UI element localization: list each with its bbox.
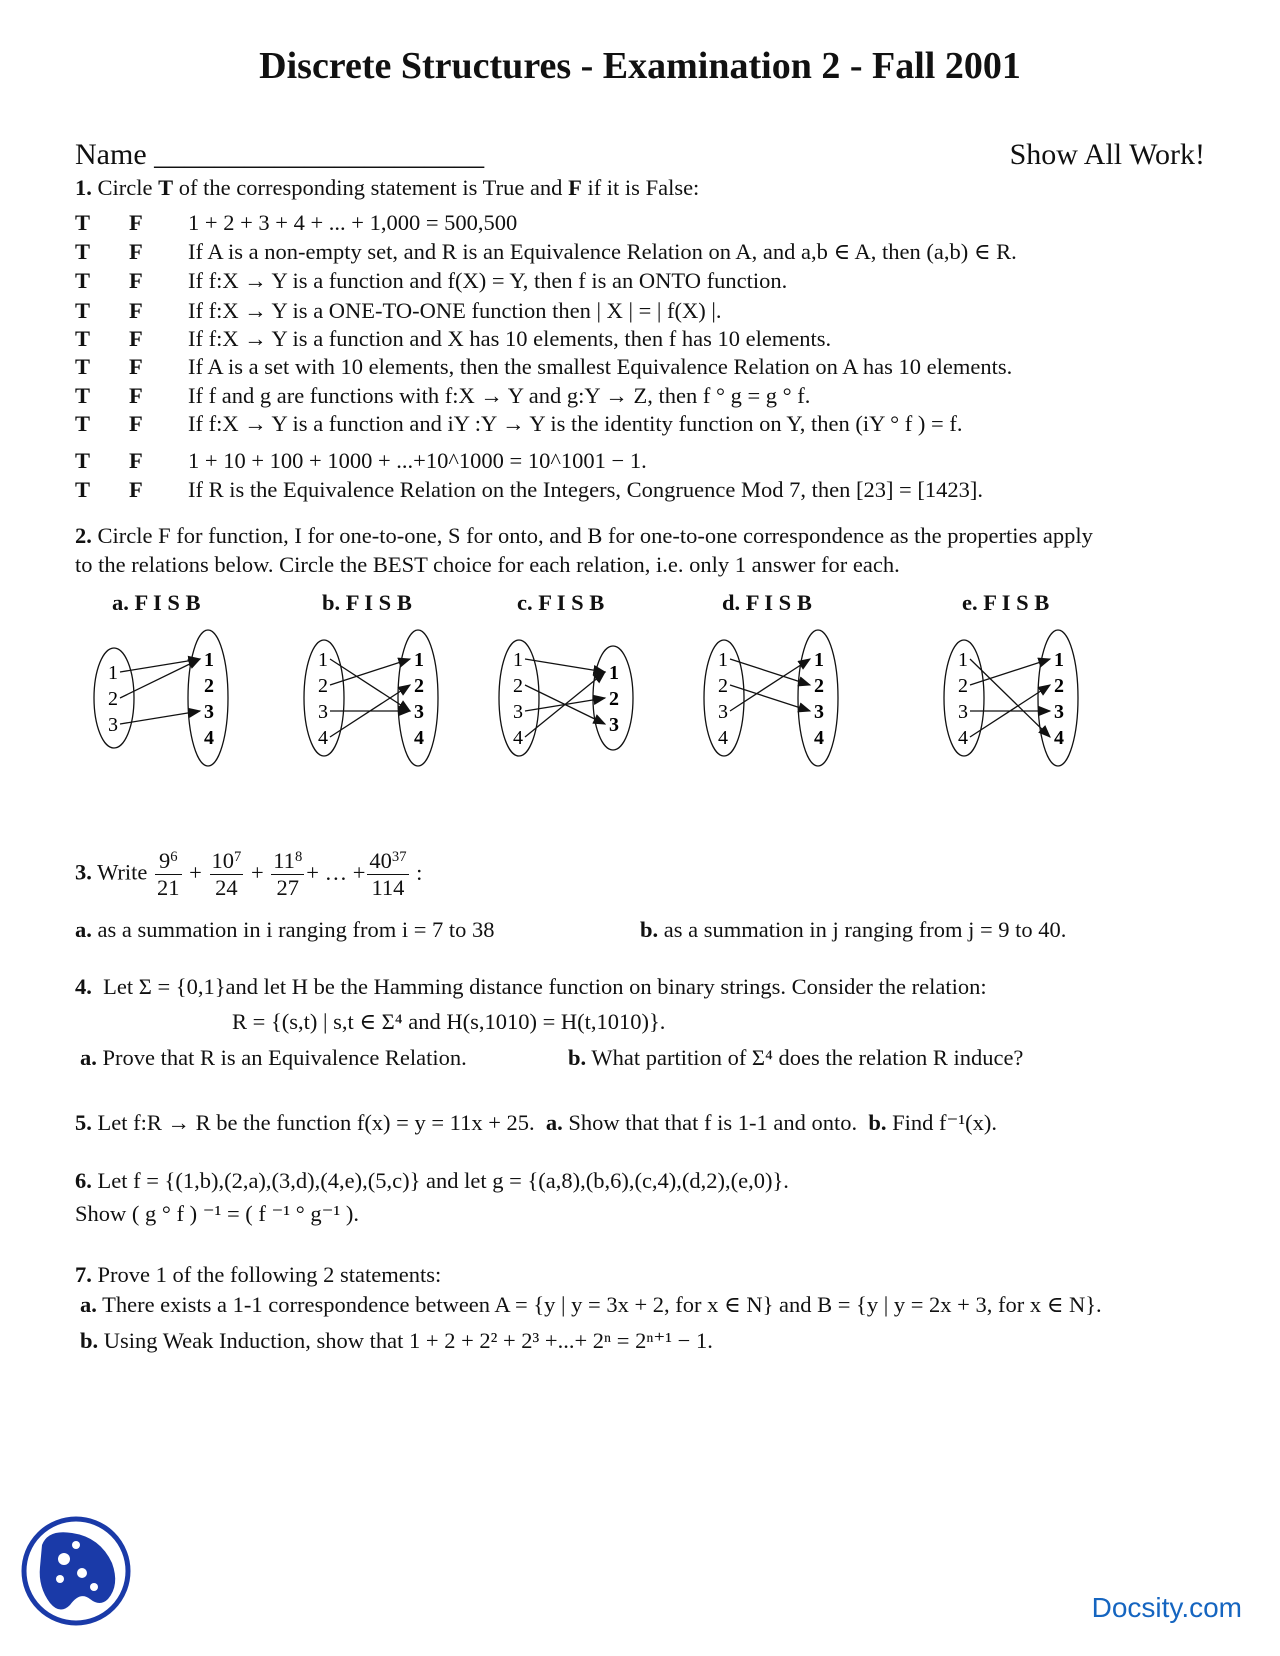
q4-part-a: a. Prove that R is an Equivalence Relation. [80,1045,467,1070]
true-choice[interactable]: T [75,477,91,502]
mapping-diagram [700,628,860,788]
q6-text: 6. Let f = {(1,b),(2,a),(3,d),(4,e),(5,c)} and let g = {(a,8),(b,6),(c,4),(d,2),(e,0)}. Show ( g ° f ) ⁻¹ = ( f ⁻¹ ° g⁻¹ ). [75,1168,789,1226]
codomain-element: 2 [204,675,214,697]
false-choice[interactable]: F [129,268,143,293]
codomain-element: 2 [814,675,824,697]
docsity-watermark: Docsity.com [1091,1592,1242,1623]
domain-element: 1 [718,649,728,671]
true-choice[interactable]: T [75,354,91,379]
series-ellipsis: + … + [306,859,366,885]
false-choice[interactable]: F [129,383,143,408]
codomain-element: 3 [204,701,214,723]
show-work-note: Show All Work! [1009,138,1205,171]
domain-element: 3 [108,714,118,736]
codomain-element: 4 [414,727,424,749]
q7-intro: 7. Prove 1 of the following 2 statements: [75,1262,442,1287]
statement-text: If f:X → Y is a function and iY :Y → Y is the identity function on Y, then (iY ° f ) = f. [188,411,963,436]
codomain-element: 3 [1054,701,1064,723]
false-choice[interactable]: F [129,210,143,235]
name-row [75,138,1205,172]
domain-element: 2 [318,675,328,697]
codomain-element: 4 [1054,727,1064,749]
mapping-diagram [495,628,655,788]
mapping-diagram [940,628,1100,788]
codomain-element: 1 [204,649,214,671]
true-choice[interactable]: T [75,448,91,473]
codomain-element: 1 [609,662,619,684]
q7-part-a: a. There exists a 1-1 correspondence between A = {y | y = 3x + 2, for x ∈ N} and B = {y | y = 2x + 3, for x ∈ N}. [80,1292,1102,1317]
domain-element: 3 [718,701,728,723]
true-choice[interactable]: T [75,383,91,408]
codomain-element: 4 [204,727,214,749]
statement-text: 1 + 2 + 3 + 4 + ... + 1,000 = 500,500 [188,210,518,235]
page-title: Discrete Structures - Examination 2 - Fall 2001 [259,45,1021,87]
diagram-choice-label[interactable]: b. F I S B [322,590,412,615]
domain-element: 2 [108,688,118,710]
series-term: $\frac{10^7}{24}$ [211,848,242,900]
false-choice[interactable]: F [129,326,143,351]
statement-text: If f:X → Y is a function and X has 10 elements, then f has 10 elements. [188,326,832,351]
codomain-element: 2 [414,675,424,697]
diagram-choice-label[interactable]: c. F I S B [517,590,605,615]
domain-element: 1 [513,649,523,671]
statement-text: If f:X → Y is a ONE-TO-ONE function then | X | = | f(X) |. [188,298,722,323]
domain-element: 2 [718,675,728,697]
true-choice[interactable]: T [75,411,91,436]
true-choice[interactable]: T [75,326,91,351]
codomain-element: 2 [1054,675,1064,697]
series-term: $\frac{9^6}{21}$ [157,848,180,900]
q4-part-b: b. What partition of Σ⁴ does the relation R induce? [568,1045,1024,1070]
false-choice[interactable]: F [129,354,143,379]
docsity-logo-icon [20,1515,132,1627]
q2-diagrams [0,590,1280,820]
codomain-element: 3 [414,701,424,723]
q4-intro: 4. Let Σ = {0,1}and let H be the Hamming distance function on binary strings. Consider the relation: [75,974,987,999]
series-term: $\frac{40^{37}}{114}$ [369,848,407,900]
false-choice[interactable]: F [129,477,143,502]
false-choice[interactable]: F [129,298,143,323]
series-term: $\frac{11^8}{27}$ [273,848,303,900]
domain-element: 4 [718,727,728,749]
statement-text: If f:X → Y is a function and f(X) = Y, then f is an ONTO function. [188,268,788,293]
true-choice[interactable]: T [75,268,91,293]
statement-text: If R is the Equivalence Relation on the Integers, Congruence Mod 7, then [23] = [1423]. [188,477,983,502]
domain-element: 1 [958,649,968,671]
statement-text: 1 + 10 + 100 + 1000 + ...+10^1000 = 10^1001 − 1. [188,448,647,473]
statement-text: If A is a non-empty set, and R is an Equivalence Relation on A, and a,b ∈ A, then (a,b) ∈ R. [188,239,1017,264]
q4-relation: R = {(s,t) | s,t ∈ Σ⁴ and H(s,1010) = H(t,1010)}. [232,1009,666,1034]
false-choice[interactable]: F [129,239,143,264]
q1-intro: 1. Circle T of the corresponding statement is True and F if it is False: [75,175,700,200]
true-choice[interactable]: T [75,239,91,264]
q3-expression: 3. Write $\frac{9^6}{21}$ + $\frac{10^7}{24}$ + $\frac{11^8}{27}$ + … + $\frac{40^{37}}{114}$ : [75,848,423,900]
diagram-choice-label[interactable]: e. F I S B [962,590,1050,615]
false-choice[interactable]: F [129,448,143,473]
name-field[interactable]: Name ______________________ [75,138,485,171]
codomain-element: 3 [814,701,824,723]
domain-element: 1 [108,662,118,684]
codomain-element: 4 [814,727,824,749]
diagram-choice-label[interactable]: a. F I S B [112,590,201,615]
q2-instructions: 2. Circle F for function, I for one-to-one, S for onto, and B for one-to-one correspondence as the properties apply to the relations below. Circle the BEST choice for each relation, i.e. only 1 answer for each. [75,523,1093,577]
codomain-element: 2 [609,688,619,710]
domain-element: 3 [958,701,968,723]
mapping-diagram [90,628,250,788]
domain-element: 1 [318,649,328,671]
codomain-element: 1 [414,649,424,671]
domain-element: 2 [513,675,523,697]
q3-part-a: a. as a summation in i ranging from i = 7 to 38 [75,917,495,942]
domain-element: 4 [318,727,328,749]
codomain-element: 3 [609,714,619,736]
domain-element: 2 [958,675,968,697]
q3-part-b: b. as a summation in j ranging from j = 9 to 40. [640,917,1067,942]
false-choice[interactable]: F [129,411,143,436]
true-choice[interactable]: T [75,298,91,323]
q5-text: 5. Let f:R → R be the function f(x) = y = 11x + 25. a. Show that that f is 1-1 and onto. b. Find f⁻¹(x). [75,1110,998,1135]
true-choice[interactable]: T [75,210,91,235]
statement-text: If f and g are functions with f:X → Y and g:Y → Z, then f ° g = g ° f. [188,383,811,408]
domain-element: 4 [958,727,968,749]
codomain-element: 1 [1054,649,1064,671]
domain-element: 3 [318,701,328,723]
domain-element: 4 [513,727,523,749]
mapping-diagram [300,628,460,788]
diagram-choice-label[interactable]: d. F I S B [722,590,812,615]
q7-part-b: b. Using Weak Induction, show that 1 + 2 + 2² + 2³ +...+ 2ⁿ = 2ⁿ⁺¹ − 1. [80,1328,713,1353]
domain-element: 3 [513,701,523,723]
codomain-element: 1 [814,649,824,671]
statement-text: If A is a set with 10 elements, then the smallest Equivalence Relation on A has 10 elements. [188,354,1013,379]
